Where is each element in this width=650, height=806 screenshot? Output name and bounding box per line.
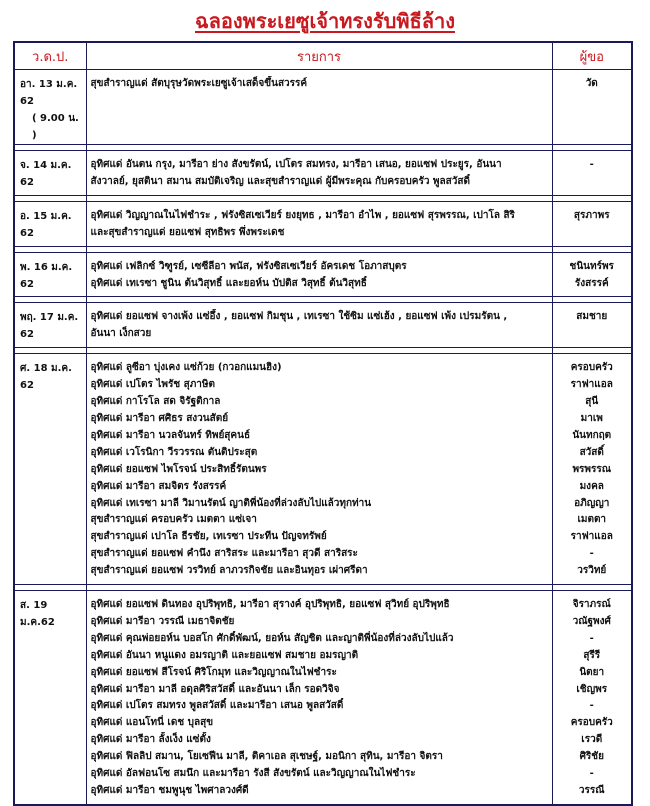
row-date <box>14 70 86 145</box>
requester-name: สุรีรี <box>583 649 601 661</box>
item-line: อุทิศแด่ ลูซีอา บุ่งเคง แซ่ก้วย (กวอกแมนฮิง) <box>90 362 282 374</box>
table-body <box>14 70 632 805</box>
item-line: อุทิศแด่ ฟิลลิป สมาน, โยเซฟีน มาลี, ติคาเอล สุเชษฐ์, มอนิกา สุทิน, มารีอา จิตรา <box>90 751 443 763</box>
requester-name: เมตตา <box>577 514 607 526</box>
requester-name: สุนี <box>585 396 599 408</box>
table-row <box>14 354 632 585</box>
item-line: สุขสำราญแด่ ยอแซฟ คำนึง สาริสระ และมารีอา สุวดี สาริสระ <box>90 548 358 560</box>
item-line: อุทิศแด่ แอนโทนี่ เดช บุลสุข <box>90 717 214 729</box>
requester-name: มาเพ <box>580 412 603 424</box>
item-line: อุทิศแด่ มารีอา มาลี อดุลศิริสวัสดิ์ และอันนา เล็ก รอดวิจิจ <box>90 683 340 695</box>
item-line: สุขสำราญแด่ เปาโล ธีรชัย, เทเรซา ประทีน ปัญจทรัพย์ <box>90 531 327 543</box>
item-line: อุทิศแด่ มารีอา ชมพูนุช ไพศาลวงศ์ดี <box>90 785 249 796</box>
row-date <box>14 252 86 297</box>
item-line: อุทิศแด่ อันนา หนูแดง อมรญาติ และยอแซฟ สมชาย อมรญาติ <box>90 649 359 661</box>
table-row <box>14 201 632 246</box>
row-requesters <box>552 201 632 246</box>
requester-name: ราฟาแอล <box>570 531 613 543</box>
row-items <box>86 591 552 805</box>
item-line: อุทิศแด่ ยอแซฟ ดินทอง อุปริพุทธิ, มารีอา สุรางค์ อุปริพุทธิ, ยอแซฟ สุวิทย์ อุปริพุทธิ <box>90 599 450 611</box>
row-requesters <box>552 70 632 145</box>
requester-name: วรรณี <box>578 785 605 796</box>
item-line: อุทิศแด่ เปโตร สมทรง พูลสวัสดิ์ และมารีอา เสนอ พูลสวัสดิ์ <box>90 700 344 712</box>
row-items <box>86 354 552 585</box>
requester-name: - <box>589 768 594 780</box>
table-row <box>14 252 632 297</box>
row-requesters <box>552 151 632 196</box>
requester-name: สมชาย <box>576 311 608 323</box>
date-text: จ. 14 ม.ค. 62 <box>20 160 72 188</box>
date-text: พ. 16 ม.ค. 62 <box>20 261 73 290</box>
item-line: สุขสำราญแด่ สัตบุรุษวัดพระเยซูเจ้าเสด็จขึ้นสวรรค์ <box>90 78 308 89</box>
header-items: รายการ <box>86 42 552 70</box>
requester-name: นันทกฤต <box>572 429 612 441</box>
item-line: อุทิศแด่ อันตน กรุง, มารีอา ย่าง สังขรัตน์, เปโตร สมทรง, มารีอา เสนอ, ยอแซฟ ประยูร, อันนา <box>90 159 502 170</box>
row-requesters <box>552 591 632 805</box>
item-line: อุทิศแด่ มารีอา วรรณี เมธาจิตชัย <box>90 615 235 627</box>
table-row <box>14 151 632 196</box>
item-line: อุทิศแด่ วิญญาณในไฟชำระ , ฟรังซิสเซเวียร์ ยงยุทธ , มารีอา อำไพ , ยอแซฟ สุรพรรณ, เปาโล สิริ <box>90 209 515 221</box>
requester-name: - <box>589 700 594 712</box>
row-date <box>14 354 86 585</box>
requester-name: ครอบครัว <box>570 717 613 729</box>
table-row <box>14 303 632 348</box>
item-line: อุทิศแด่ ยอแซฟ จางเพ้ง แซ่อึ้ง , ยอแซฟ กิมชุน , เทเรซา ใช้ซิม แซ่เฮ้ง , ยอแซฟ เพ้ง เปรมรัตน , <box>90 311 508 323</box>
row-date <box>14 303 86 348</box>
schedule-table <box>13 41 633 806</box>
item-line: อุทิศแด่ มารีอา สมจิตร รังสรรค์ <box>90 480 227 492</box>
row-requesters <box>552 303 632 348</box>
time-text: ( 9.00 น. ) <box>32 113 79 141</box>
item-line: สังวาลย์, ยุสตินา สมาน สมบัติเจริญ และสุขสำราญแด่ ผู้มีพระคุณ กับครอบครัว พูลสวัสดิ์ <box>90 175 470 187</box>
row-requesters <box>552 354 632 585</box>
requester-name: ครอบครัว <box>570 362 613 374</box>
item-line: อุทิศแด่ อัลฟอนโซ สมนึก และมารีอา รังสี สังขรัตน์ และวิญญาณในไฟชำระ <box>90 768 416 780</box>
item-line: อุทิศแด่ เปโตร ไพรัช สุภาษิต <box>90 379 216 391</box>
item-line: สุขสำราญแด่ ยอแซฟ วรวิทย์ ลาภวรกิจชัย และอินทุอร เผ่าศรีดา <box>90 565 368 577</box>
row-requesters <box>552 252 632 297</box>
item-line: อุทิศแด่ เวโรนิกา วีรวรรณ ตันติประสุต <box>90 446 258 458</box>
row-date <box>14 591 86 805</box>
requester-name: วัด <box>585 78 598 89</box>
requester-name: จิราภรณ์ <box>572 599 611 611</box>
requester-name: ศิริชัย <box>579 751 604 763</box>
requester-name: พรพรรณ <box>572 463 612 475</box>
requester-name: นิตยา <box>579 666 605 678</box>
date-text: ศ. 18 ม.ค. 62 <box>20 363 72 392</box>
item-line: สุขสำราญแด่ ครอบครัว เมตตา แซ่เจา <box>90 514 257 526</box>
item-line: อุทิศแด่ ยอแซฟ สีโรจน์ ศิริโกมุท และวิญญาณในไฟชำระ <box>90 666 337 678</box>
row-date <box>14 201 86 246</box>
item-line: และสุขสำราญแด่ ยอแซฟ สุทธิพร พึ่งพระเดช <box>90 226 285 238</box>
requester-name: เชิญพร <box>576 683 608 695</box>
table-row <box>14 591 632 805</box>
row-items <box>86 70 552 145</box>
requester-name: สวัสดิ์ <box>579 446 604 458</box>
requester-name: อภิญญา <box>574 497 610 509</box>
header-requester: ผู้ขอ <box>552 42 632 70</box>
table-row <box>14 70 632 145</box>
item-line: อุทิศแด่ เทเรซา มาลี วิมานรัตน์ ญาติพี่น้องที่ล่วงลับไปแล้วทุกท่าน <box>90 497 372 509</box>
requester-name: รังสรรค์ <box>574 277 609 289</box>
item-line: อุทิศแด่ กาโรโล สด จิรัฐติกาล <box>90 396 221 408</box>
item-line: อุทิศแด่ มารีอา ศศิธร สงวนสัตย์ <box>90 412 229 424</box>
requester-name: วณัฐพงศ์ <box>572 615 611 627</box>
date-text: อ. 15 ม.ค. 62 <box>20 210 72 239</box>
requester-name: มงคล <box>579 480 604 492</box>
requester-name: วรวิทย์ <box>577 565 607 577</box>
requester-name: - <box>589 159 594 170</box>
page-title: ฉลองพระเยซูเจ้าทรงรับพิธีล้าง <box>194 9 455 33</box>
requester-name: เรวดี <box>581 734 603 746</box>
requester-name: - <box>589 548 594 560</box>
row-items <box>86 303 552 348</box>
row-items <box>86 201 552 246</box>
row-items <box>86 252 552 297</box>
requester-name: สุรภาพร <box>573 209 610 221</box>
item-line: อันนา เง็กสวย <box>90 328 152 340</box>
item-line: อุทิศแด่ ยอแซฟ ไพโรจน์ ประสิทธิ์รัตนพร <box>90 463 267 475</box>
row-date <box>14 151 86 196</box>
header-date: ว.ด.ป. <box>14 42 86 70</box>
date-text: อา. 13 ม.ค. 62 <box>20 79 78 107</box>
date-text: ส. 19 ม.ค.62 <box>20 600 55 629</box>
item-line: อุทิศแด่ เทเรซา ชูนิน ต้นวิสุทธิ์ และยอห์น บัปติส วิสุทธิ์ ต้นวิสุทธิ์ <box>90 277 367 289</box>
item-line: อุทิศแด่ มารีอา นวลจันทร์ ทิพย์สุคนธ์ <box>90 429 251 441</box>
date-text: พฤ. 17 ม.ค. 62 <box>20 312 79 341</box>
item-line: อุทิศแด่ มารีอา ลั้งเง็ง แซ่ตั้ง <box>90 734 211 746</box>
table-header-row <box>14 42 632 70</box>
requester-name: - <box>589 632 594 644</box>
item-line: อุทิศแด่ คุณพ่อยอห์น บอสโก ศักดิ์พัฒน์, ยอห์น สัญชิต และญาติพี่น้องที่ล่วงลับไปแล้ว <box>90 632 454 644</box>
requester-name: ชนินทร์พร <box>569 260 614 272</box>
item-line: อุทิศแด่ เฟลิกซ์ วิฑูรย์, เซซีลีอา พนัส, ฟรังซิสเซเวียร์ อัครเดช โอภาสบุตร <box>90 260 407 272</box>
requester-name: ราฟาแอล <box>570 379 613 391</box>
row-items <box>86 151 552 196</box>
